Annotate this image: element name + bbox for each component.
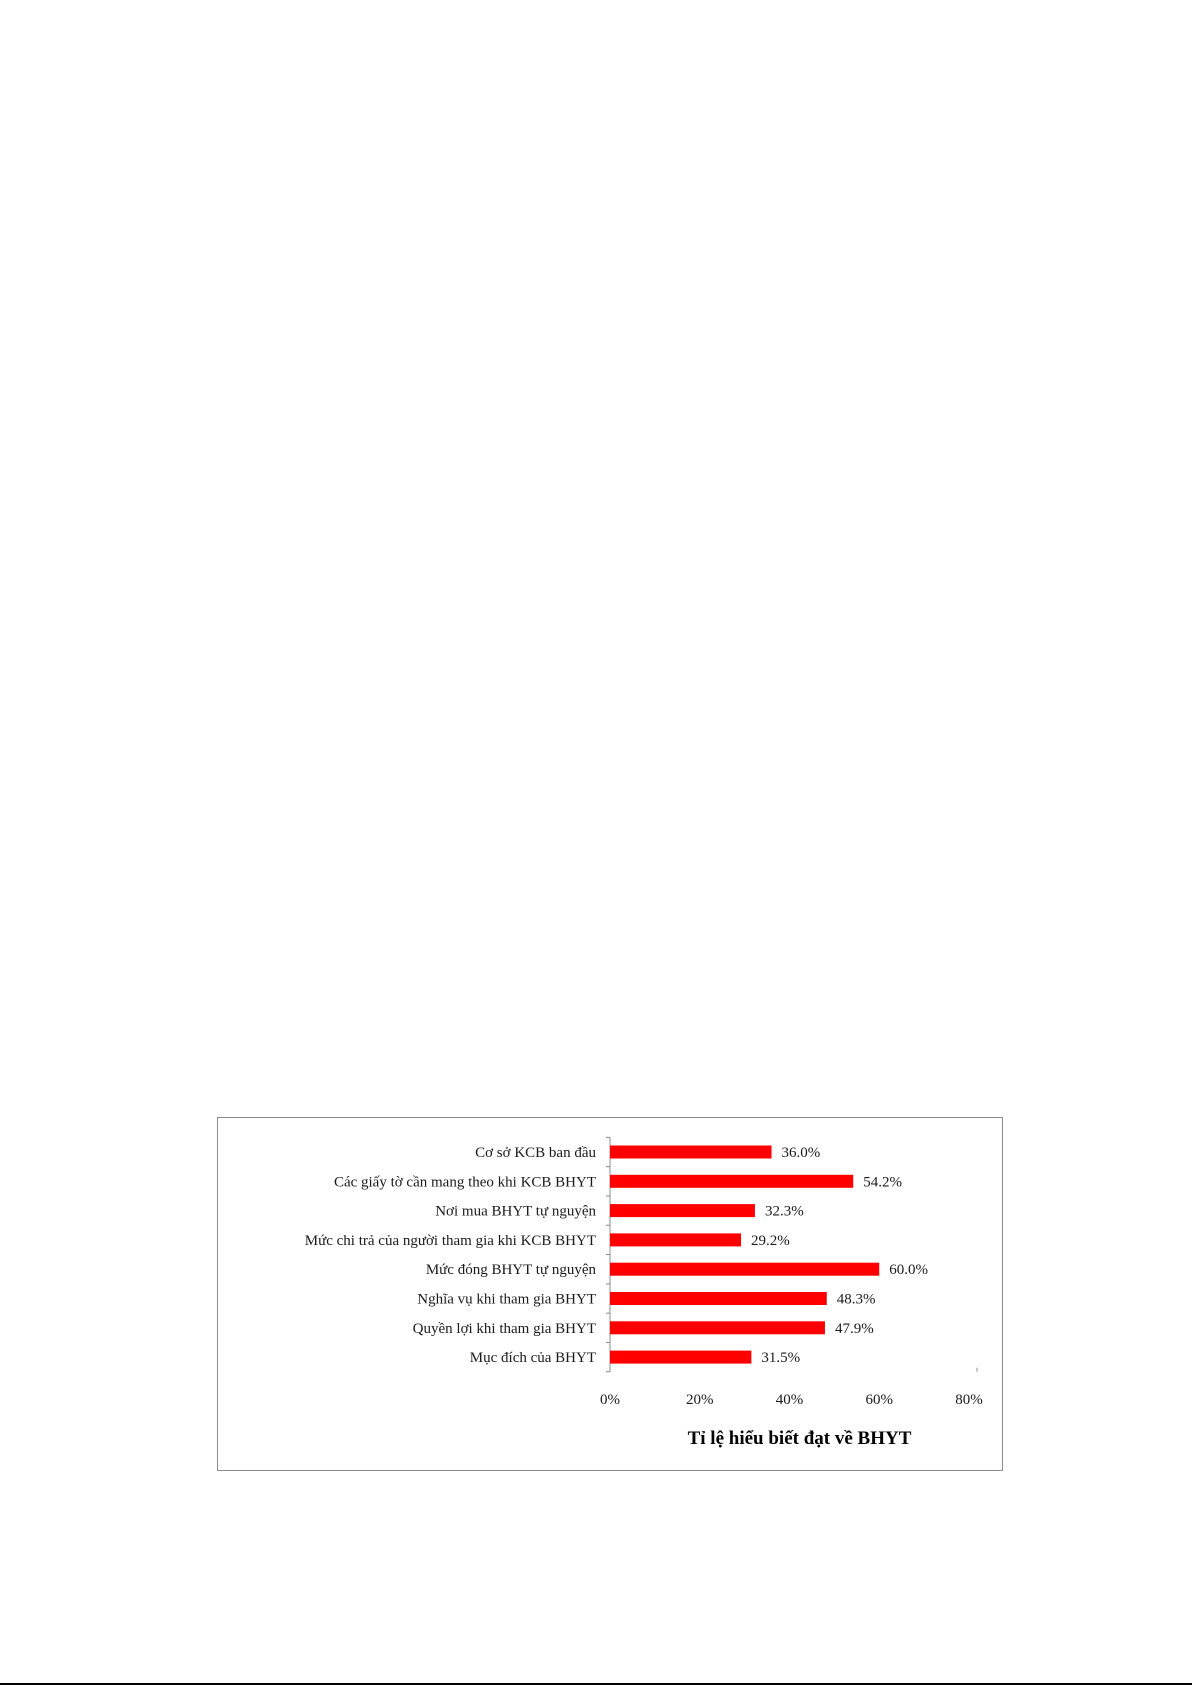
category-label: Mức chi trả của người tham gia khi KCB BHYT [304, 1232, 596, 1249]
data-label: 54.2% [863, 1174, 902, 1191]
category-label: Nơi mua BHYT tự nguyện [435, 1203, 596, 1220]
x-tick-label: 80% [955, 1391, 983, 1408]
data-label: 36.0% [781, 1145, 821, 1161]
category-label: Mục đích của BHYT [469, 1350, 596, 1367]
category-label: Cơ sở KCB ban đầu [475, 1145, 596, 1161]
bar[interactable] [610, 1146, 772, 1159]
bar[interactable] [610, 1233, 741, 1246]
plot-area [305, 1137, 983, 1407]
category-label: Các giấy tờ cần mang theo khi KCB BHYT [333, 1174, 596, 1191]
category-label: Quyền lợi khi tham gia BHYT [412, 1320, 596, 1337]
data-label: 47.9% [834, 1320, 874, 1337]
data-label: 32.3% [764, 1203, 804, 1220]
bar[interactable] [610, 1175, 853, 1188]
data-label: 29.2% [751, 1232, 790, 1249]
bar[interactable] [610, 1292, 827, 1305]
bar[interactable] [610, 1204, 755, 1217]
bar[interactable] [610, 1321, 825, 1334]
data-label: 31.5% [761, 1350, 801, 1367]
bar[interactable] [610, 1351, 751, 1364]
data-label: 48.3% [836, 1291, 876, 1308]
chart-frame [217, 1117, 1003, 1471]
x-tick-label: 20% [686, 1391, 714, 1408]
x-tick-label: 0% [600, 1391, 620, 1408]
x-axis-title: Tỉ lệ hiểu biết đạt về BHYT [687, 1427, 912, 1449]
category-label: Mức đóng BHYT tự nguyện [425, 1262, 596, 1279]
data-label: 60.0% [889, 1262, 928, 1279]
x-tick-label: 40% [775, 1391, 804, 1408]
x-tick-label: 60% [865, 1391, 893, 1408]
category-label: Nghĩa vụ khi tham gia BHYT [417, 1291, 596, 1308]
bar-chart [218, 1118, 1002, 1470]
bar[interactable] [610, 1263, 879, 1276]
